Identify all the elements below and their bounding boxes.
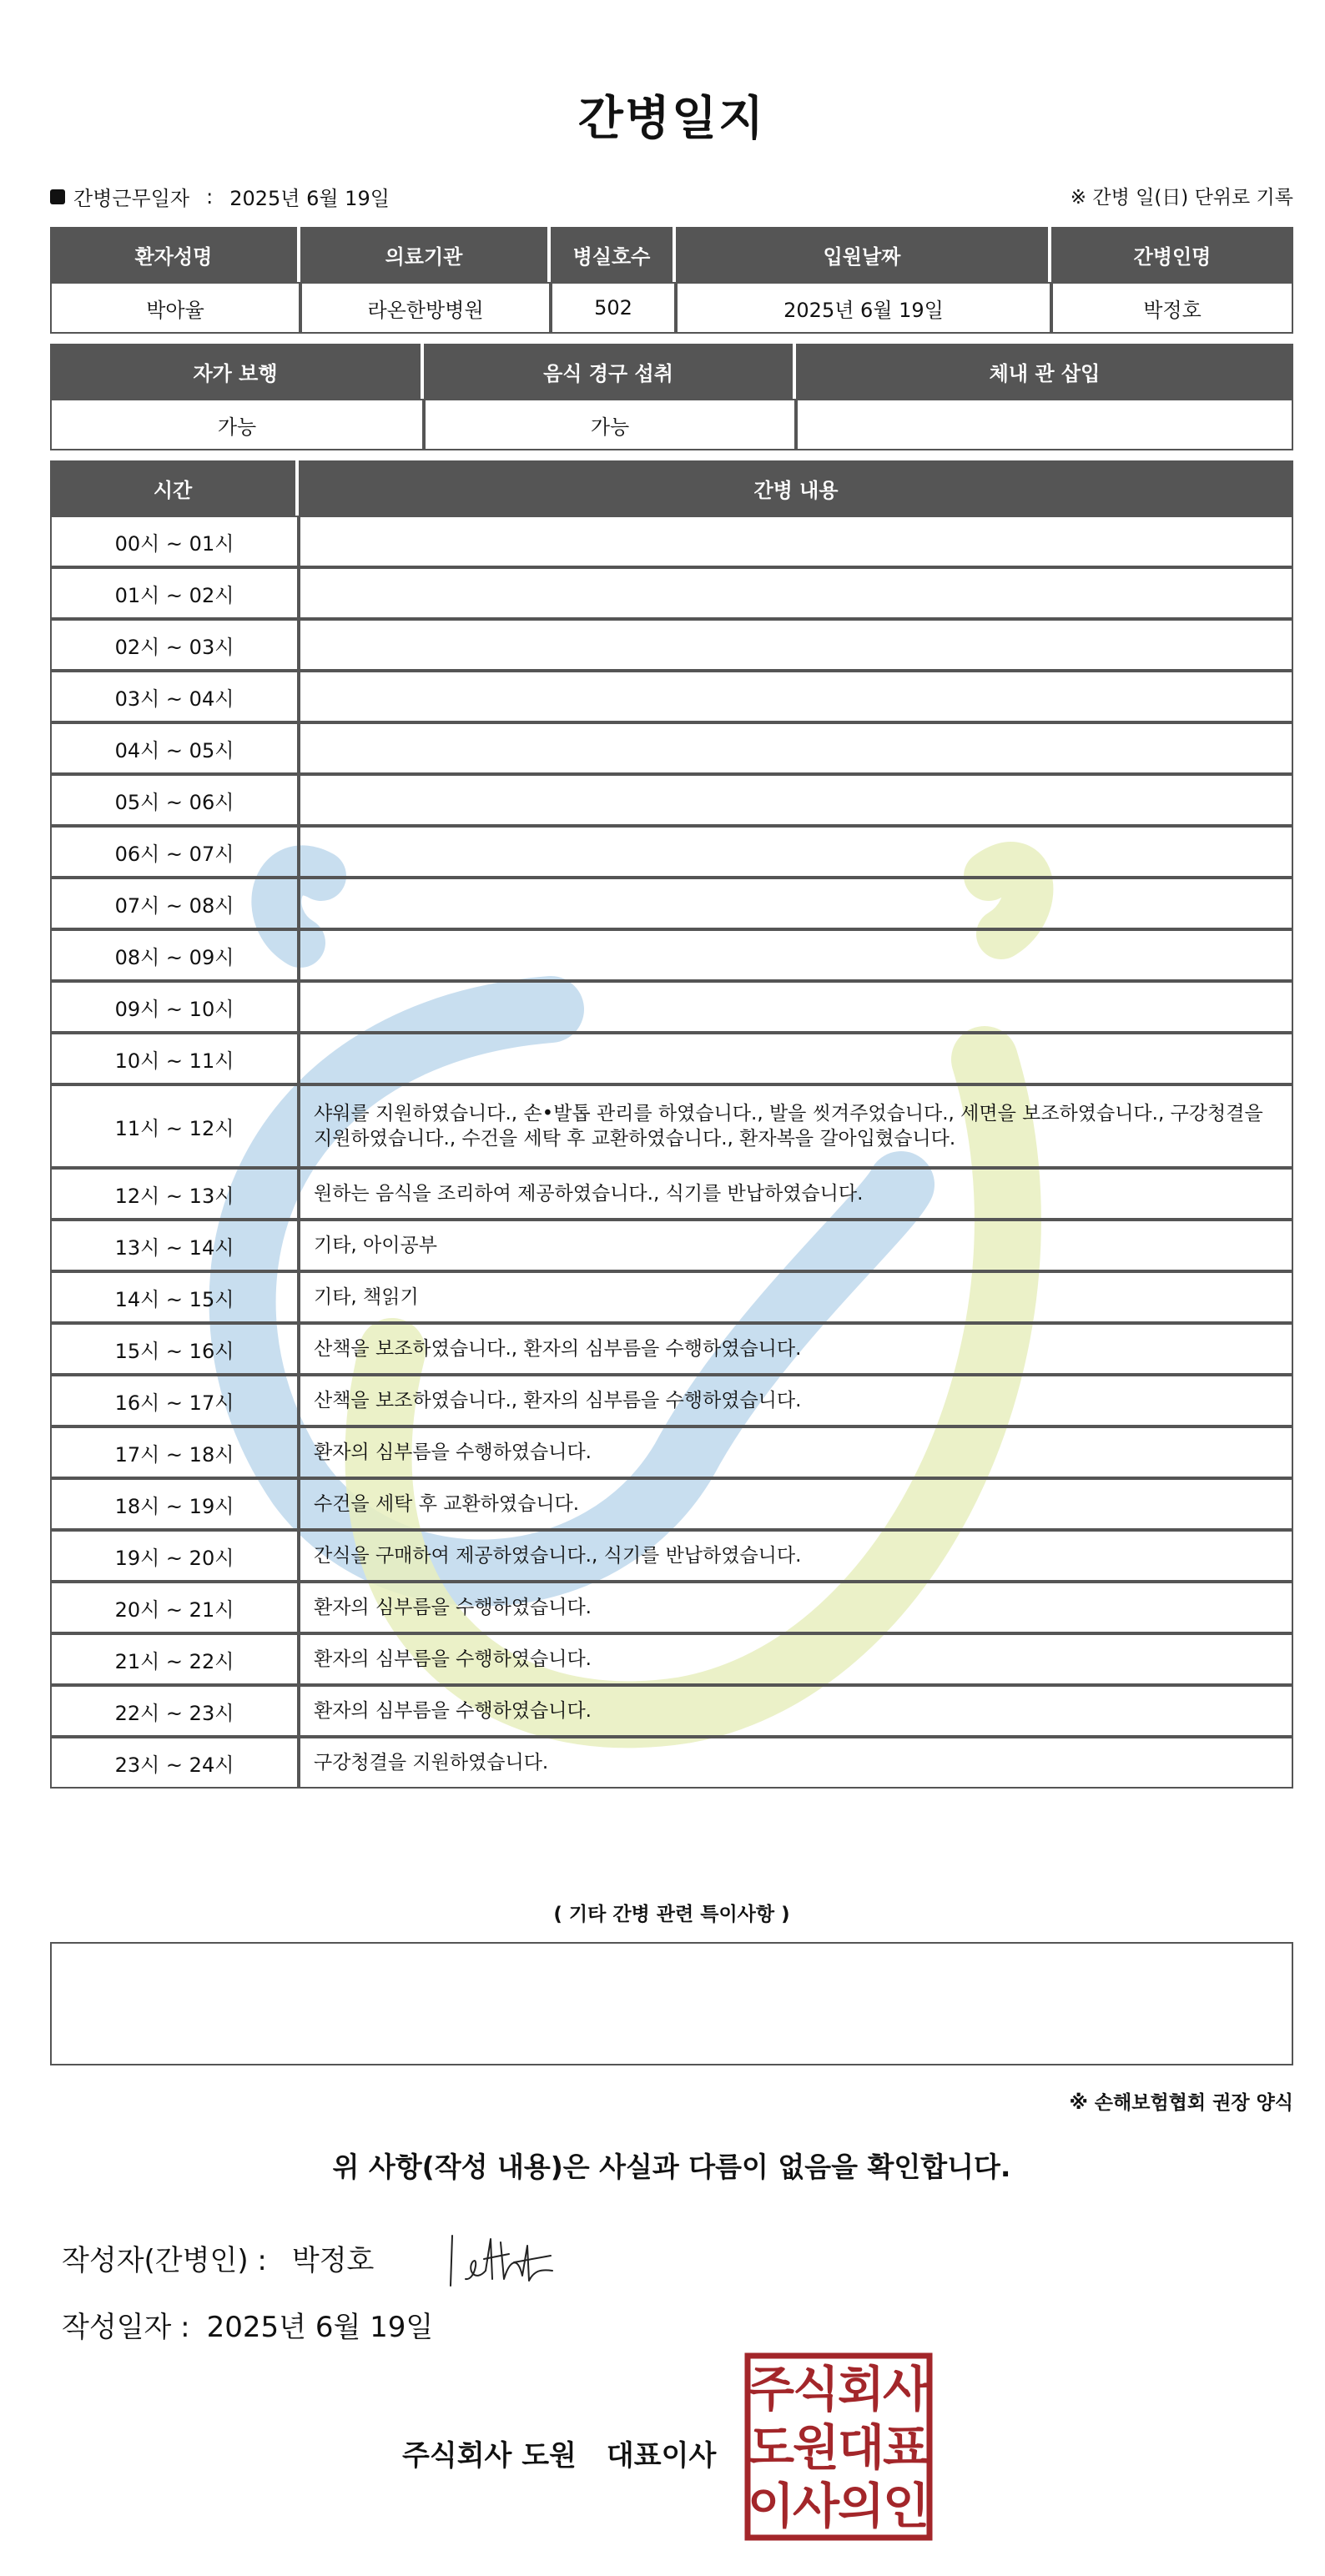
table-row [50,567,1293,619]
handwritten-signature [442,2221,567,2296]
header-walking: 자가 보행 [50,344,424,399]
log-time: 17시 ~ 18시 [50,1426,299,1478]
table-row [50,722,1293,774]
notes-title: ( 기타 간병 관련 특이사항 ) [553,1904,790,1925]
log-content: 산책을 보조하였습니다., 환자의 심부름을 수행하였습니다. [299,1323,1293,1375]
company-seal-stamp [744,2352,933,2541]
header-content: 간병 내용 [299,460,1293,516]
table-row [50,1271,1293,1323]
log-content: 간식을 구매하여 제공하였습니다., 식기를 반납하였습니다. [299,1530,1293,1582]
patient-info-table [50,227,1293,334]
log-time: 09시 ~ 10시 [50,981,299,1033]
table-row [50,619,1293,671]
caregiver-name: 박정호 [1051,282,1293,334]
work-date-sep: : [206,184,214,209]
log-content: 원하는 음식을 조리하여 제공하였습니다., 식기를 반납하였습니다. [299,1168,1293,1220]
admission-date: 2025년 6월 19일 [676,282,1051,334]
log-content: 수건을 세탁 후 교환하였습니다. [299,1478,1293,1530]
writer-row [62,2237,374,2278]
work-date-value: 2025년 6월 19일 [229,187,390,210]
log-time: 04시 ~ 05시 [50,722,299,774]
log-time: 11시 ~ 12시 [50,1084,299,1168]
table-row [50,1633,1293,1685]
patient-name: 박아율 [50,282,300,334]
tube-value [796,399,1293,450]
log-time: 13시 ~ 14시 [50,1220,299,1271]
care-log-rows [50,516,1293,1789]
log-time: 07시 ~ 08시 [50,878,299,929]
seal-char: 식 [792,2361,840,2418]
seal-char: 주 [747,2361,795,2418]
table-row [50,929,1293,981]
log-time: 00시 ~ 01시 [50,516,299,567]
log-content: 산책을 보조하였습니다., 환자의 심부름을 수행하였습니다. [299,1375,1293,1426]
seal-char: 대 [837,2419,885,2476]
log-content: 환자의 심부름을 수행하였습니다. [299,1633,1293,1685]
table-row [50,1168,1293,1220]
log-time: 10시 ~ 11시 [50,1033,299,1084]
seal-char: 이 [747,2478,795,2534]
walking-value: 가능 [50,399,424,450]
header-patient-name: 환자성명 [50,227,300,282]
seal-char: 도 [747,2419,795,2476]
table-row [50,1530,1293,1582]
log-content [299,981,1293,1033]
table-row [50,1582,1293,1633]
header-time: 시간 [50,460,299,516]
date-row [62,2304,433,2345]
confirm-statement: 위 사항(작성 내용)은 사실과 다름이 없음을 확인합니다. [332,2151,1011,2183]
oral-intake-value: 가능 [424,399,796,450]
header-tube: 체내 관 삽입 [796,344,1293,399]
patient-status-table [50,344,1293,450]
log-content [299,774,1293,826]
meta-row [50,182,1293,215]
log-content: 환자의 심부름을 수행하였습니다. [299,1426,1293,1478]
date-label: 작성일자 : [62,2311,190,2344]
room-number: 502 [551,282,676,334]
hospital: 라온한방병원 [300,282,551,334]
table-row [50,1478,1293,1530]
bullet-square-icon [50,189,65,204]
company-name: 주식회사 도원 [402,2439,577,2473]
table-row [50,1033,1293,1084]
seal-char: 회 [837,2361,885,2418]
seal-char: 의 [837,2478,885,2534]
seal-char: 사 [792,2478,840,2534]
writer-name: 박정호 [291,2244,375,2277]
unit-note: ※ 간병 일(日) 단위로 기록 [1070,187,1293,209]
seal-char: 원 [792,2419,840,2476]
log-time: 06시 ~ 07시 [50,826,299,878]
log-time: 18시 ~ 19시 [50,1478,299,1530]
date-value: 2025년 6월 19일 [206,2311,434,2344]
log-time: 16시 ~ 17시 [50,1375,299,1426]
log-content [299,619,1293,671]
work-date [50,182,390,211]
log-time: 05시 ~ 06시 [50,774,299,826]
table-row [50,826,1293,878]
care-log-table [50,460,1293,1789]
table-row [50,878,1293,929]
log-content [299,567,1293,619]
table-row [50,1737,1293,1789]
log-content [299,1033,1293,1084]
company-row [402,2433,716,2473]
header-hospital: 의료기관 [300,227,551,282]
log-content [299,826,1293,878]
notes-box [50,1942,1293,2065]
log-time: 15시 ~ 16시 [50,1323,299,1375]
log-content: 샤워를 지원하였습니다., 손•발톱 관리를 하였습니다., 발을 씻겨주었습니다., 세면을 보조하였습니다., 구강청결을 지원하였습니다., 수건을 세탁 후 교환하였습니다., 환자복을 갈아입혔습니다. [299,1084,1293,1168]
log-time: 22시 ~ 23시 [50,1685,299,1737]
company-title: 대표이사 [606,2439,717,2473]
header-room: 병실호수 [551,227,676,282]
table-row [50,981,1293,1033]
log-content: 환자의 심부름을 수행하였습니다. [299,1582,1293,1633]
log-content [299,671,1293,722]
table-row [50,1323,1293,1375]
header-admission-date: 입원날짜 [676,227,1051,282]
seal-char: 표 [882,2419,930,2476]
table-row [50,1426,1293,1478]
log-content [299,878,1293,929]
log-content [299,929,1293,981]
log-content: 기타, 아이공부 [299,1220,1293,1271]
log-time: 23시 ~ 24시 [50,1737,299,1789]
table-row [50,1084,1293,1168]
log-time: 12시 ~ 13시 [50,1168,299,1220]
log-time: 03시 ~ 04시 [50,671,299,722]
log-time: 02시 ~ 03시 [50,619,299,671]
log-time: 01시 ~ 02시 [50,567,299,619]
log-content: 구강청결을 지원하였습니다. [299,1737,1293,1789]
table-row [50,1375,1293,1426]
log-content [299,516,1293,567]
log-time: 14시 ~ 15시 [50,1271,299,1323]
table-row [50,1685,1293,1737]
seal-char: 인 [882,2478,930,2534]
seal-char: 사 [882,2361,930,2418]
log-time: 20시 ~ 21시 [50,1582,299,1633]
log-time: 08시 ~ 09시 [50,929,299,981]
header-caregiver-name: 간병인명 [1051,227,1293,282]
work-date-label: 간병근무일자 [73,187,190,210]
table-row [50,774,1293,826]
log-content [299,722,1293,774]
log-time: 21시 ~ 22시 [50,1633,299,1685]
recommend-note: ※ 손해보험협회 권장 양식 [1069,2092,1293,2114]
writer-label: 작성자(간병인) : [62,2244,267,2277]
log-content: 기타, 책읽기 [299,1271,1293,1323]
document-title: 간병일지 [577,92,766,146]
log-time: 19시 ~ 20시 [50,1530,299,1582]
table-row [50,1220,1293,1271]
log-content: 환자의 심부름을 수행하였습니다. [299,1685,1293,1737]
header-oral-intake: 음식 경구 섭취 [424,344,796,399]
table-row [50,516,1293,567]
table-row [50,671,1293,722]
